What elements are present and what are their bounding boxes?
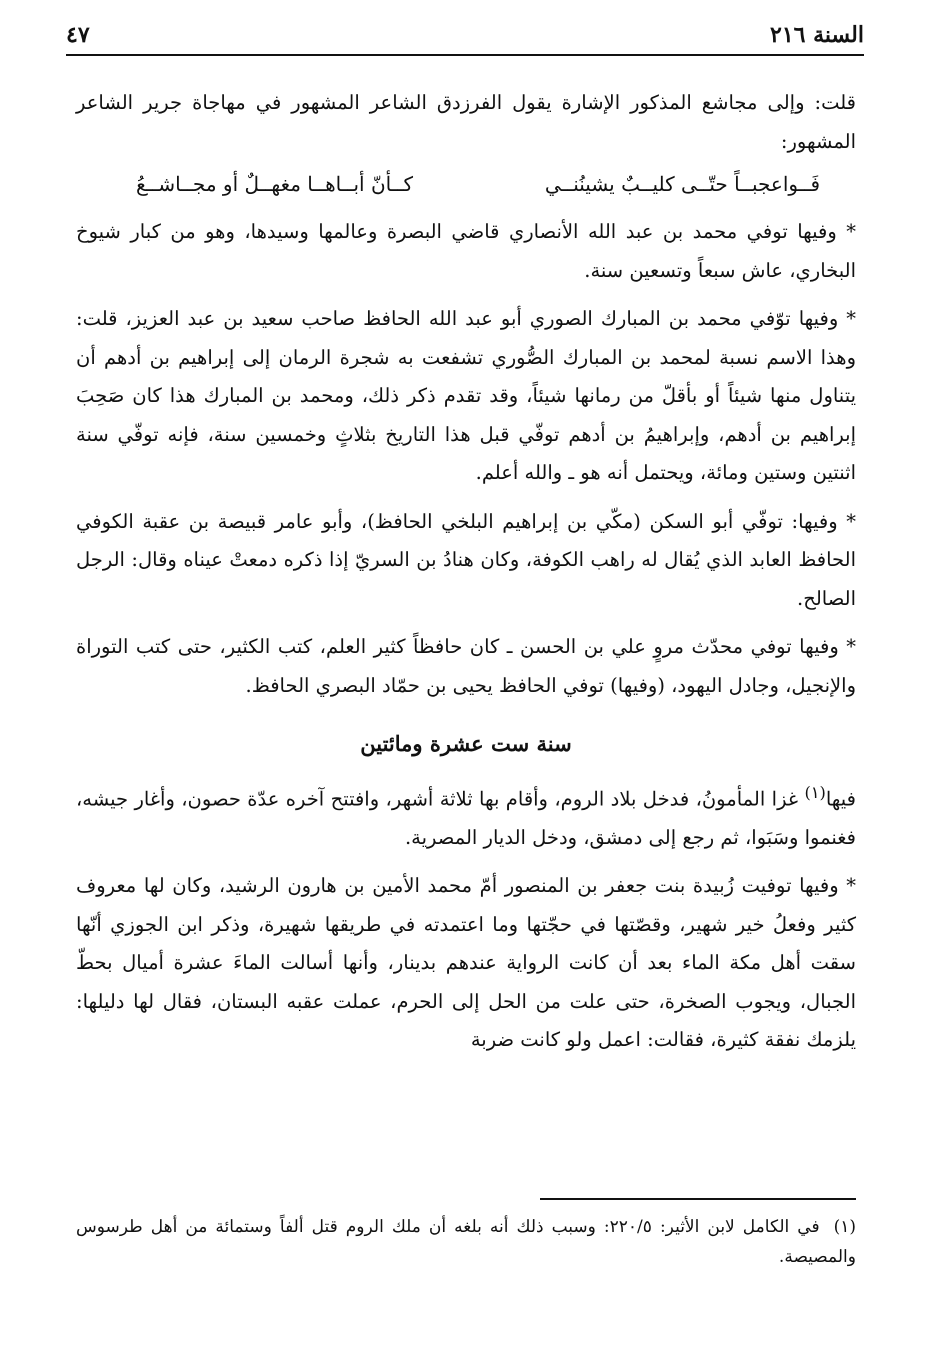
- main-text: [76, 84, 856, 1070]
- paragraph-mamun: [76, 774, 856, 858]
- running-head-year: السنة ٢١٦: [770, 22, 864, 48]
- paragraph-suri: * وفيها توّفي محمد بن المبارك الصوري أبو عبد الله الحافظ صاحب سعيد بن عبد العزيز، قلت: وهذا الاسم نسبة لمحمد بن المبارك الصُّوري تشفعت به شجرة الرمان إلى إبراهيم بن أدهم أن يتناول منها شيئاً أو بأقلّ من رمانها شيئاً، وقد تقدم ذكر ذلك، ومحمد بن المبارك هذا كان صَحِبَ إبراهيم بن أدهم، وإبراهيمُ بن أدهم توفّي قبل هذا التاريخ بثلاثٍ وخمسين سنة، فإنه توفّي سنة اثنتين وستين ومائة، ويحتمل أنه هو ـ والله أعلم.: [76, 307, 856, 484]
- footnote-marker: (١): [833, 1217, 856, 1237]
- paragraph-ansari: * وفيها توفي محمد بن عبد الله الأنصاري قاضي البصرة وعالمها وسيدها، وهو من كبار شيوخ البخاري، عاش سبعاً وتسعين سنة.: [76, 220, 856, 282]
- verse-first-hemistich: فَــواعجبــاً حتّــى كليــبٌ يشينُنــي: [544, 171, 820, 196]
- paragraph-farazdaq: قلت: وإلى مجاشع المذكور الإشارة يقول الفرزدق الشاعر المشهور في مهاجاة جرير الشاعر المشهور:: [76, 91, 856, 153]
- running-head: [66, 18, 864, 52]
- paragraph-mamun-start: فيها: [825, 787, 856, 810]
- paragraph-zubayda: * وفيها توفيت زُبيدة بنت جعفر بن المنصور أمّ محمد الأمين بن هارون الرشيد، وكان لها معروف كثير وفعلُ خير شهير، وقصّتها في حجّتها وما اعتمدته في طريقها شهيرة، وذكر ابن الجوزي أنّها سقت أهل مكة الماء بعد أن كانت الرواية عندهم بدينار، وأنها أسالت الماءَ عشرة أميال بحطّ الجبال، ويجوب الصخرة، حتى علت من الحل إلى الحرم، عملت عقبه البستان، فقال لها دليلها: يلزمك نفقة كثيرة، فقالت: اعمل ولو كانت ضربة: [76, 874, 856, 1051]
- paragraph-mamun-rest: غزا المأمونُ، فدخل بلاد الروم، وأقام بها ثلاثة أشهر، وافتتح آخره عدّة حصون، وأغار جيشه، فغنموا وسَبَوا، ثم رجع إلى دمشق، ودخل الديار المصرية.: [76, 787, 856, 849]
- footnote-rule: [540, 1198, 856, 1200]
- footnote-text: في الكامل لابن الأثير: ٢٢٠/٥: وسبب ذلك أنه بلغه أن ملك الروم قتل ألفاً وستمائة من أهل طرسوس والمصيصة.: [76, 1217, 856, 1267]
- header-rule: [66, 54, 864, 56]
- footnote: [76, 1212, 856, 1272]
- paragraph-abu-sakan: * وفيها: توفّي أبو السكن (مكّي بن إبراهيم البلخي الحافظ)، وأبو عامر قبيصة بن عقبة الكوفي الحافظ العابد الذي يُقال له راهب الكوفة، وكان هنادُ بن السريّ إذا ذكره دمعتْ عيناه وقال: الرجل الصالح.: [76, 509, 856, 610]
- footnote-reference[interactable]: (١): [804, 782, 826, 802]
- section-title: سنة ست عشرة ومائتين: [360, 731, 572, 756]
- page-number: ٤٧: [66, 22, 90, 48]
- verse-second-hemistich: كــأنّ أبــاهــا مغهــلٌ أو مجــاشــعُ: [136, 171, 413, 196]
- paragraph-marw: * وفيها توفي محدّث مروٍ علي بن الحسن ـ كان حافظاً كثير العلم، كتب الكثير، حتى كتب التوراة والإنجيل، وجادل اليهود، (وفيها) توفي الحافظ يحيى بن حمّاد البصري الحافظ.: [76, 635, 856, 697]
- poetry-verse: [76, 165, 856, 203]
